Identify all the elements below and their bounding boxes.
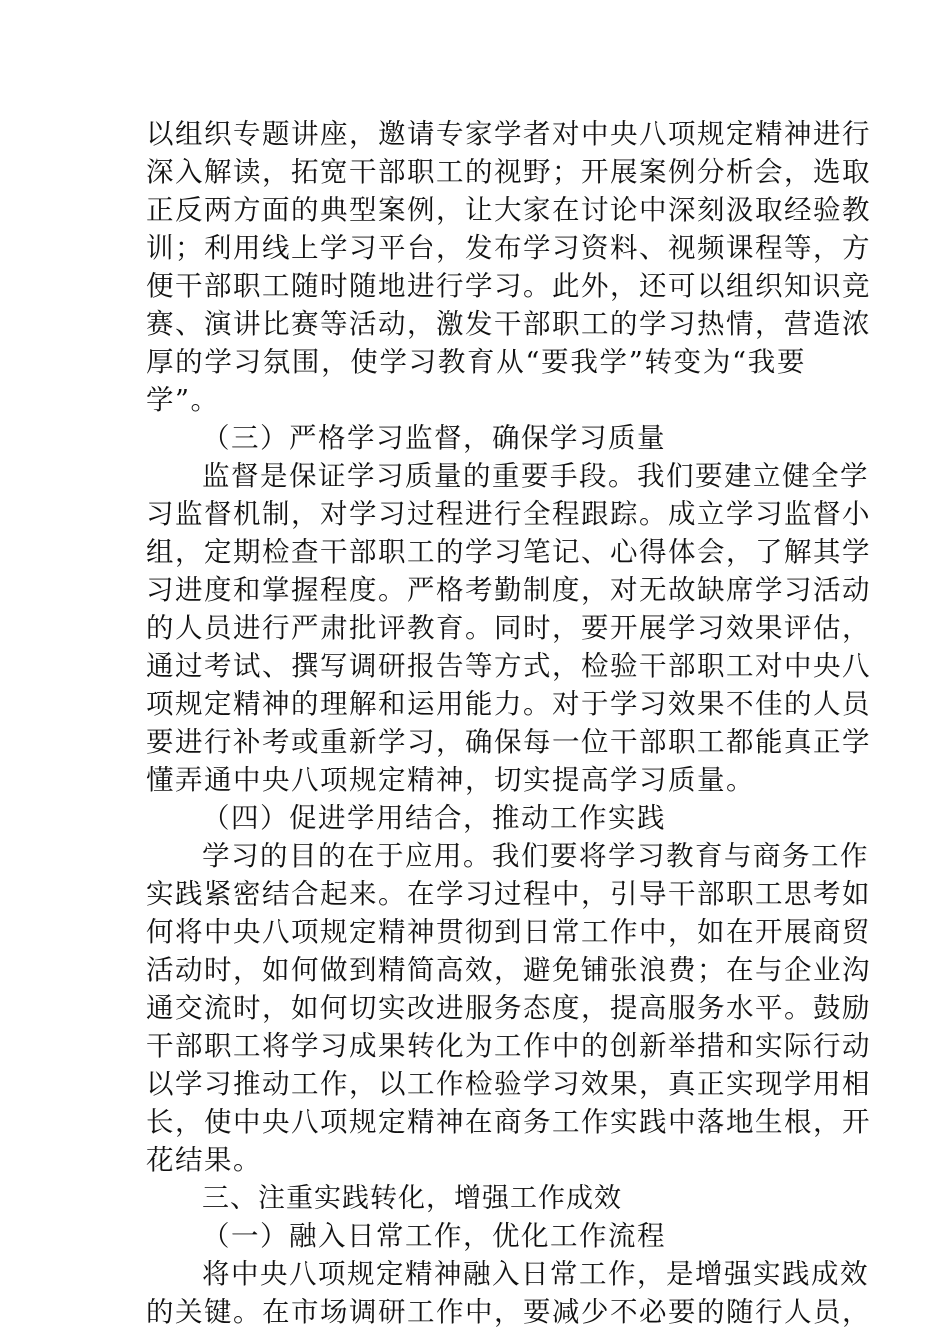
paragraph-line: 实践紧密结合起来。在学习过程中，引导干部职工思考如 [146,878,871,910]
paragraph-line: 组，定期检查干部职工的学习笔记、心得体会，了解其学 [146,536,871,568]
paragraph-line: 正反两方面的典型案例，让大家在讨论中深刻汲取经验教 [146,194,871,226]
paragraph-line: 厚的学习氛围，使学习教育从“要我学”转变为“我要 [146,346,806,378]
paragraph-line: 便干部职工随时随地进行学习。此外，还可以组织知识竞 [146,270,871,302]
paragraph-line: 深入解读，拓宽干部职工的视野；开展案例分析会，选取 [146,156,871,188]
paragraph-line: 通过考试、撰写调研报告等方式，检验干部职工对中央八 [146,650,871,682]
paragraph-line: 何将中央八项规定精神贯彻到日常工作中，如在开展商贸 [146,916,871,948]
paragraph-line: 赛、演讲比赛等活动，激发干部职工的学习热情，营造浓 [146,308,871,340]
paragraph-line: 通交流时，如何切实改进服务态度，提高服务水平。鼓励 [146,992,871,1024]
paragraph-line: 学习的目的在于应用。我们要将学习教育与商务工作 [202,840,869,872]
section-subheading: （三）严格学习监督，确保学习质量 [202,422,666,454]
paragraph-line: 以组织专题讲座，邀请专家学者对中央八项规定精神进行 [146,118,871,150]
paragraph-line: 习进度和掌握程度。严格考勤制度，对无故缺席学习活动 [146,574,871,606]
paragraph-line: 懂弄通中央八项规定精神，切实提高学习质量。 [146,764,755,796]
paragraph-line: 长，使中央八项规定精神在商务工作实践中落地生根，开 [146,1106,871,1138]
paragraph-line: 监督是保证学习质量的重要手段。我们要建立健全学 [202,460,869,492]
paragraph-line: 以学习推动工作，以工作检验学习效果，真正实现学用相 [146,1068,871,1100]
paragraph-line: 训；利用线上学习平台，发布学习资料、视频课程等，方 [146,232,871,264]
paragraph-line: 花结果。 [146,1144,262,1176]
paragraph-line: 将中央八项规定精神融入日常工作，是增强实践成效 [202,1258,869,1290]
paragraph-line: 要进行补考或重新学习，确保每一位干部职工都能真正学 [146,726,871,758]
paragraph-line: 活动时，如何做到精简高效，避免铺张浪费；在与企业沟 [146,954,871,986]
paragraph-line: 的人员进行严肃批评教育。同时，要开展学习效果评估， [146,612,871,644]
section-heading: 三、注重实践转化，增强工作成效 [202,1183,622,1214]
paragraph-line: 的关键。在市场调研工作中，要减少不必要的随行人员， [146,1296,871,1328]
section-subheading: （四）促进学用结合，推动工作实践 [202,802,666,834]
section-subheading: （一）融入日常工作，优化工作流程 [202,1220,666,1252]
paragraph-line: 学”。 [146,384,220,416]
paragraph-line: 习监督机制，对学习过程进行全程跟踪。成立学习监督小 [146,498,871,530]
paragraph-line: 干部职工将学习成果转化为工作中的创新举措和实际行动 [146,1030,871,1062]
paragraph-line: 项规定精神的理解和运用能力。对于学习效果不佳的人员 [146,688,871,720]
